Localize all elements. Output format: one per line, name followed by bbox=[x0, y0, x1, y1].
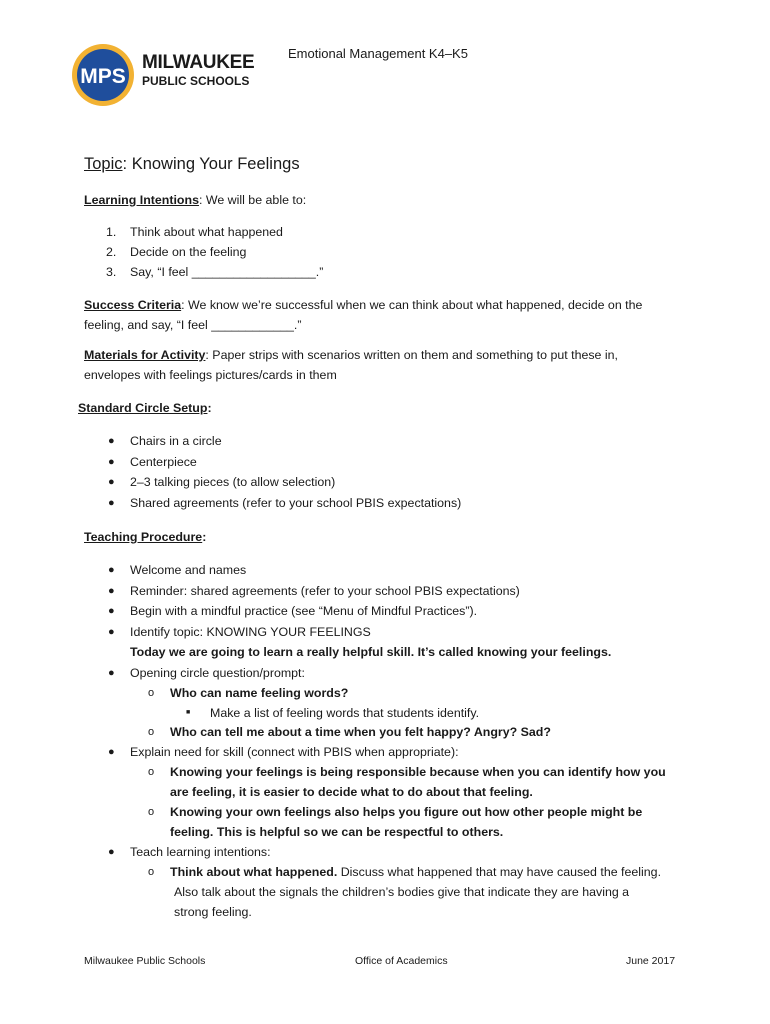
bullet-icon: ● bbox=[108, 476, 115, 488]
success-criteria: Success Criteria: We know we’re successful when we can think about what happened, decide on the feeling, and say, “I feel ____________.” bbox=[84, 298, 643, 332]
circle-bullet-icon: o bbox=[148, 866, 155, 878]
bullet-icon: ● bbox=[108, 497, 115, 509]
topic-text: : Knowing Your Feelings bbox=[122, 155, 300, 173]
bullet-icon: ● bbox=[108, 746, 115, 758]
learning-intentions-label: Learning Intentions bbox=[84, 193, 199, 207]
circle-bullet-icon: o bbox=[148, 687, 155, 699]
teaching-procedure-heading: Teaching Procedure: bbox=[84, 530, 207, 544]
mps-logo bbox=[70, 40, 270, 112]
circle-setup-heading: Standard Circle Setup: bbox=[78, 401, 212, 415]
bullet-icon: ● bbox=[108, 626, 115, 638]
bullet-icon: ● bbox=[108, 435, 115, 447]
footer-left: Milwaukee Public Schools bbox=[84, 955, 206, 967]
logo-line2: PUBLIC SCHOOLS bbox=[142, 74, 250, 88]
circle-bullet-icon: o bbox=[148, 806, 155, 818]
circle-bullet-icon: o bbox=[148, 766, 155, 778]
bullet-icon: ● bbox=[108, 667, 115, 679]
square-bullet-icon: ■ bbox=[186, 709, 191, 716]
footer-right: June 2017 bbox=[626, 955, 676, 967]
bullet-icon: ● bbox=[108, 846, 115, 858]
learning-intentions-text: : We will be able to: bbox=[198, 193, 307, 207]
success-criteria-label: Success Criteria bbox=[84, 298, 182, 312]
circle-bullet-icon: o bbox=[148, 726, 155, 738]
topic-heading bbox=[84, 155, 300, 174]
materials: Materials for Activity: Paper strips with scenarios written on them and something to put these in, envelopes with feelings pictures/cards in them bbox=[84, 348, 618, 382]
bullet-icon: ● bbox=[108, 585, 115, 597]
footer-center: Office of Academics bbox=[355, 955, 448, 967]
learning-intentions-heading bbox=[84, 190, 684, 210]
logo-line1: MILWAUKEE bbox=[142, 52, 255, 73]
bullet-icon: ● bbox=[108, 605, 115, 617]
document-title: Emotional Management K4–K5 bbox=[288, 46, 468, 61]
bullet-icon: ● bbox=[108, 564, 115, 576]
bullet-icon: ● bbox=[108, 456, 115, 468]
materials-label: Materials for Activity bbox=[84, 348, 206, 362]
logo-mark: MPS bbox=[80, 65, 126, 88]
topic-label: Topic bbox=[84, 155, 123, 173]
